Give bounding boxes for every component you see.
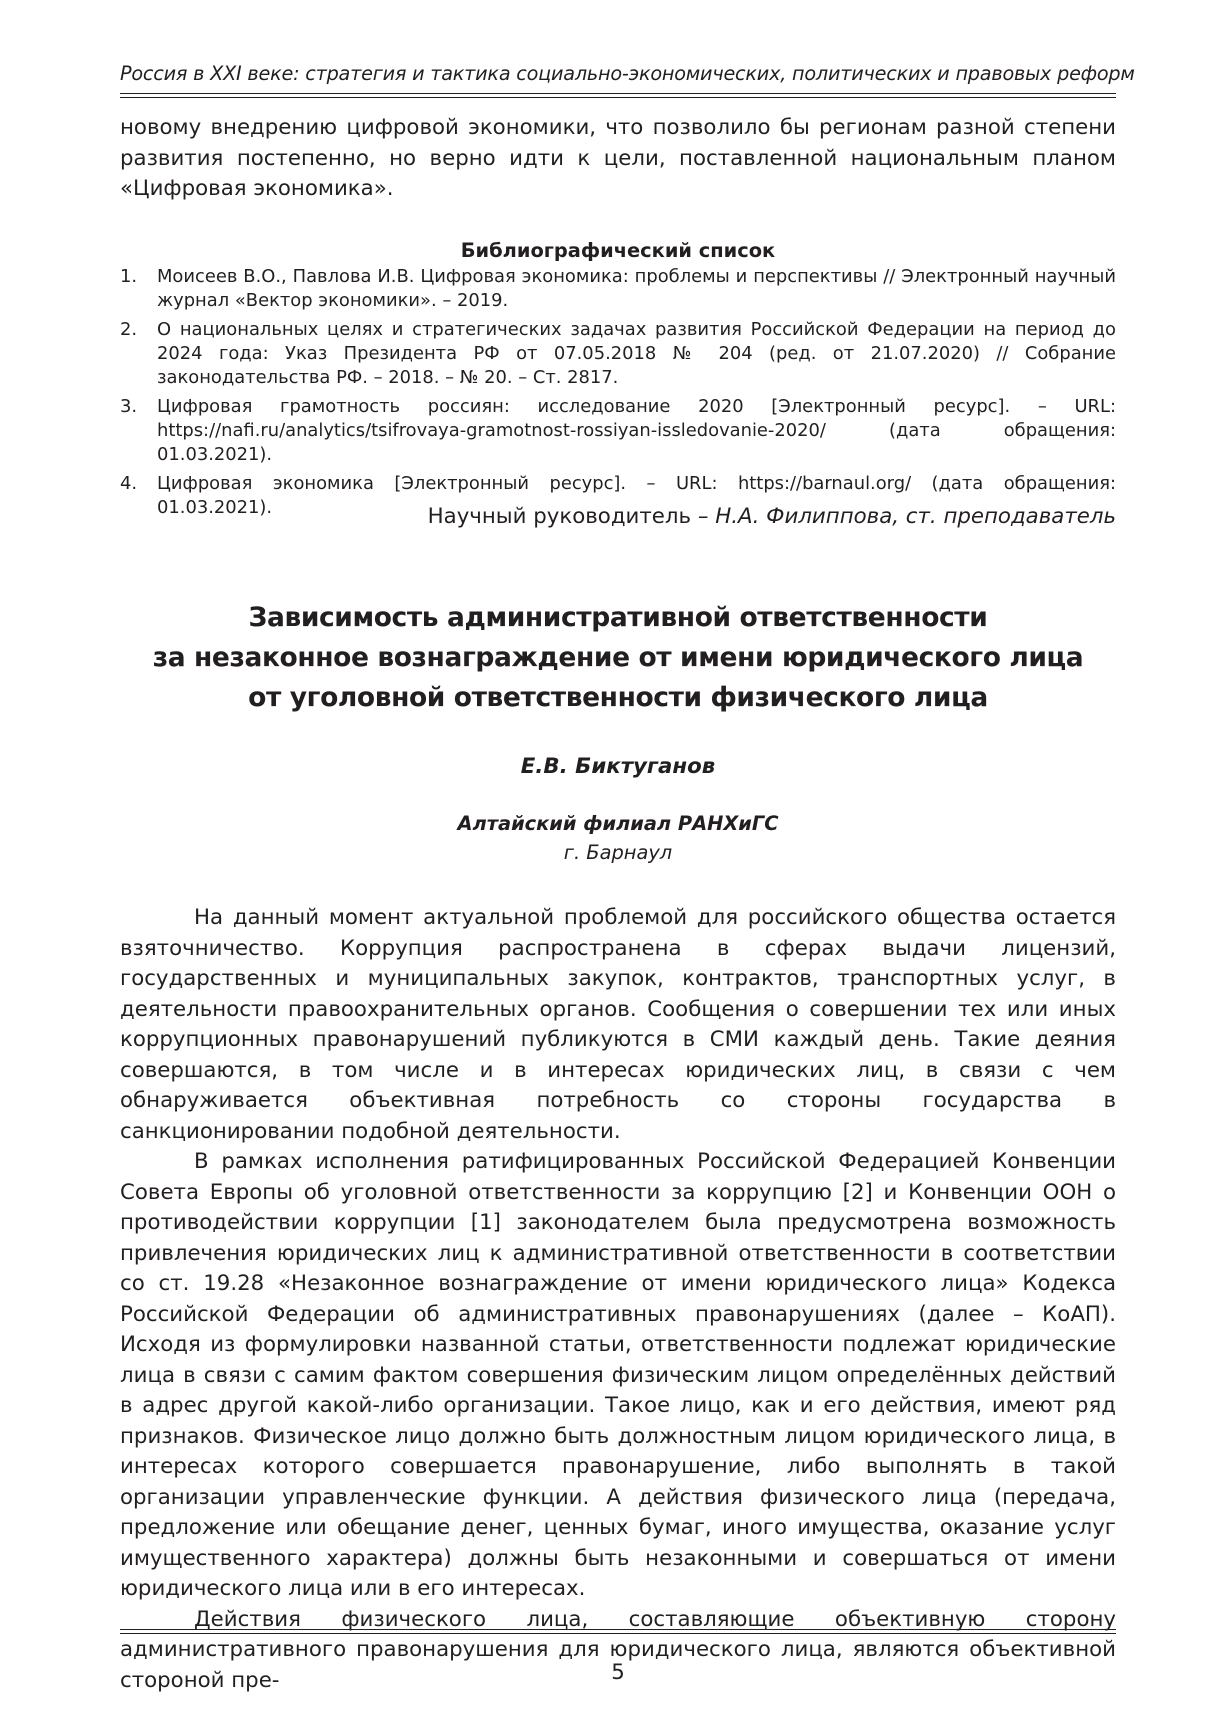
bibliography-item-text: Цифровая экономика [Электронный ресурс]. – URL: https://barnaul.org/ (дата обращения: 01.03.2021).: [157, 473, 1116, 518]
article-city: г. Барнаул: [563, 841, 673, 864]
bibliography-item-number: 3.: [120, 396, 138, 417]
article-author: Е.В. Биктуганов: [520, 754, 716, 779]
article-title: [120, 598, 1116, 718]
bibliography-item-number: 1.: [120, 266, 138, 287]
supervisor-name: Н.А. Филиппова, ст. преподаватель: [715, 504, 1116, 529]
running-header: Россия в XXI веке: стратегия и тактика социально-экономических, политических и правовых реформ: [120, 62, 1135, 85]
supervisor-label: Научный руководитель –: [427, 504, 716, 529]
bibliography-item-text: Цифровая грамотность россиян: исследование 2020 [Электронный ресурс]. – URL: https://nafi.ru/analytics/tsifrovaya-gramotnost-rossiyan-issledovanie-2020/ (дата обращения: 01.03.2021).: [157, 396, 1116, 465]
body-paragraph: В рамках исполнения ратифицированных Российской Федерацией Конвенции Совета Европы об уголовной ответственности за коррупцию [2] и Конвенции ООН о противодействии коррупции [1] законодателем была предусмотрена возможность привлечения юридических лиц к административной ответственности в соответствии со ст. 19.28 «Незаконное вознаграждение от имени юридического лица» Кодекса Российской Федерации об административных правонарушениях (далее – КоАП). Исходя из формулировки названной статьи, ответственности подлежат юридические лица в связи с самим фактом совершения физическим лицом определённых действий в адрес другой какой-либо организации. Такое лицо, как и его действия, имеют ряд признаков. Физическое лицо должно быть должностным лицом юридического лица, в интересах которого совершается правонарушение, либо выполнять в такой организации управленческие функции. А действия физического лица (передача, предложение или обещание денег, ценных бумаг, иного имущества, оказание услуг имущественного характера) должны быть незаконными и совершаться от имени юридического лица или в его интересах.: [120, 1149, 1116, 1601]
header-rule: [120, 93, 1116, 94]
header-rule: [120, 97, 1116, 98]
article-title-line: Зависимость административной ответственности: [248, 602, 988, 633]
bibliography-item: [120, 395, 1116, 467]
bibliography-item-number: 2.: [120, 319, 138, 340]
footer-rule: [120, 1629, 1116, 1630]
intro-paragraph: новому внедрению цифровой экономики, что позволило бы регионам разной степени развития постепенно, но верно идти к цели, поставленной национальным планом «Цифровая экономика».: [120, 115, 1116, 201]
footer-rule: [120, 1633, 1116, 1634]
bibliography-item: [120, 318, 1116, 390]
bibliography-item: [120, 265, 1116, 313]
bibliography-list: [120, 265, 1116, 525]
article-affiliation: Алтайский филиал РАНХиГС: [457, 812, 779, 835]
article-body: [120, 903, 1116, 1696]
bibliography-item-text: Моисеев В.О., Павлова И.В. Цифровая экономика: проблемы и перспективы // Электронный научный журнал «Вектор экономики». – 2019.: [157, 266, 1116, 311]
bibliography-item-text: О национальных целях и стратегических задачах развития Российской Федерации на период до 2024 года: Указ Президента РФ от 07.05.2018 № 204 (ред. от 21.07.2020) // Собрание законодательства РФ. – 2018. – № 20. – Ст. 2817.: [157, 319, 1116, 388]
bibliography-title: Библиографический список: [460, 239, 776, 262]
page-number: 5: [611, 1660, 625, 1685]
supervisor-line: [120, 502, 1116, 532]
body-paragraph: На данный момент актуальной проблемой для российского общества остается взяточничество. Коррупция распространена в сферах выдачи лицензий, государственных и муниципальных закупок, контрактов, транспортных услуг, в деятельности правоохранительных органов. Сообщения о совершении тех или иных коррупционных правонарушений публикуются в СМИ каждый день. Такие деяния совершаются, в том числе и в интересах юридических лиц, в связи с чем обнаруживается объективная потребность со стороны государства в санкционировании подобной деятельности.: [120, 905, 1116, 1144]
body-paragraph: Действия физического лица, составляющие объективную сторону административного правонарушения для юридического лица, являются объективной стороной пре-: [120, 1606, 1116, 1693]
bibliography-item-number: 4.: [120, 473, 138, 494]
article-title-line: за незаконное вознаграждение от имени юридического лица: [152, 642, 1084, 673]
article-title-line: от уголовной ответственности физического лица: [248, 682, 988, 713]
